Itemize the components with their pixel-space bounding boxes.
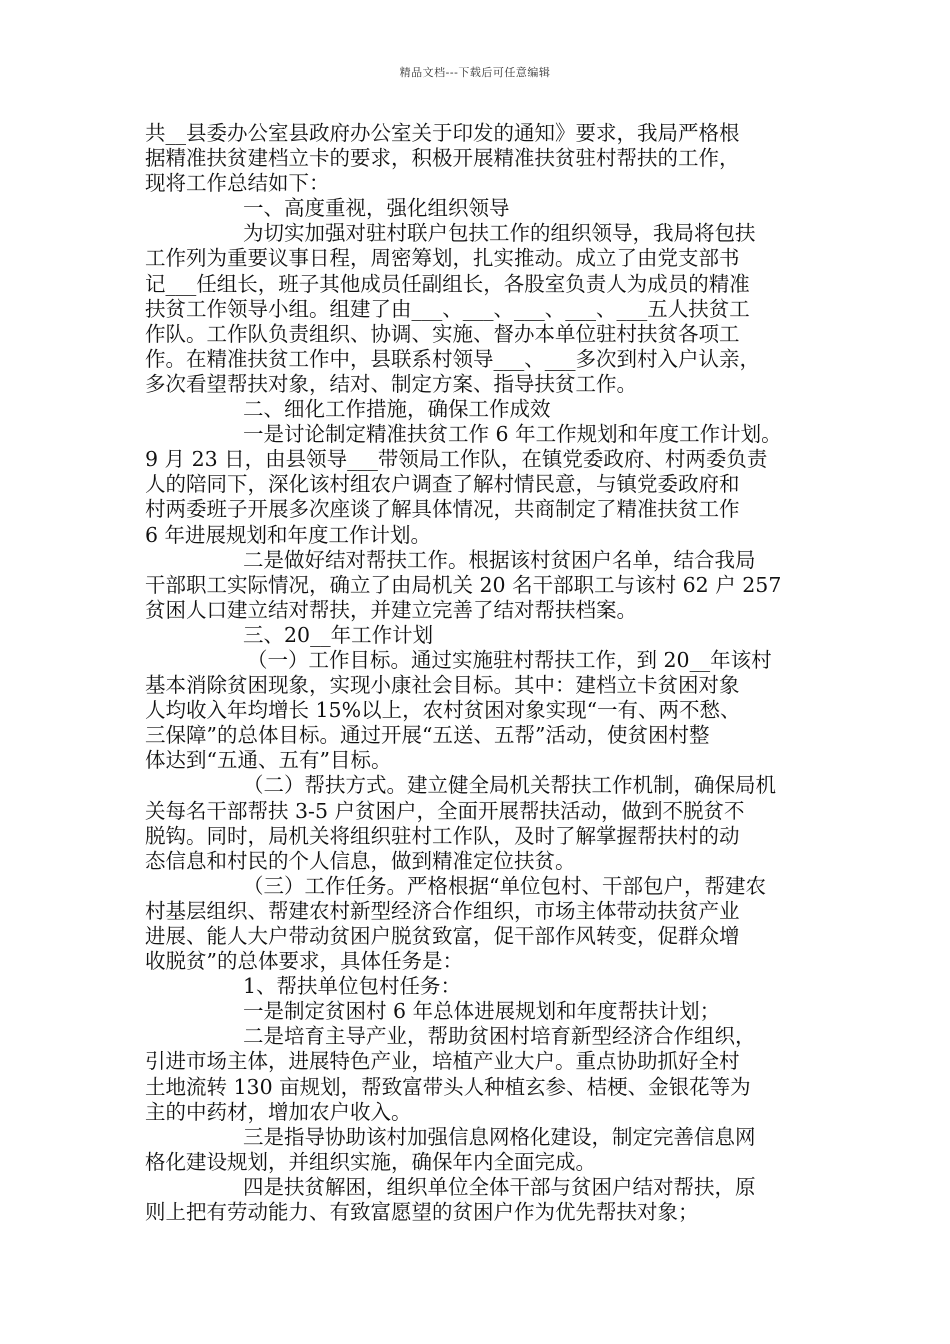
text-line: 基本消除贫困现象，实现小康社会目标。其中：建档立卡贫困对象 [145, 673, 740, 698]
text-line: （三）工作任务。严格根据“单位包村、干部包户，帮建农 [243, 873, 766, 898]
text-line: （一）工作目标。通过实施驻村帮扶工作，到 20__年该村 [247, 647, 772, 672]
text-line: 6 年进展规划和年度工作计划。 [145, 522, 432, 547]
text-line: 主的中药材，增加农户收入。 [145, 1099, 412, 1124]
text-line: 9 月 23 日，由县领导___带领局工作队，在镇党委政府、村两委负责 [145, 447, 768, 472]
text-line: 共__县委办公室县政府办公室关于印发的通知》要求，我局严格根 [145, 121, 740, 145]
text-line: 贫困人口建立结对帮扶，并建立完善了结对帮扶档案。 [145, 597, 637, 622]
text-line: 村两委班子开展多次座谈了解具体情况，共商制定了精准扶贫工作 [145, 497, 740, 522]
text-line: 关每名干部帮扶 3-5 户贫困户，全面开展帮扶活动，做到不脱贫不 [145, 798, 745, 823]
text-line: 二是培育主导产业，帮助贫困村培育新型经济合作组织， [243, 1024, 756, 1049]
section-heading: 二、细化工作措施，确保工作成效 [243, 397, 551, 422]
text-line: 则上把有劳动能力、有致富愿望的贫困户作为优先帮扶对象； [145, 1200, 699, 1225]
text-line: 人均收入年均增长 15%以上，农村贫困对象实现“一有、两不愁、 [145, 698, 741, 723]
text-line: 村基层组织、帮建农村新型经济合作组织，市场主体带动扶贫产业 [145, 898, 740, 923]
text-line: 工作列为重要议事日程，周密筹划，扎实推动。成立了由党支部书 [145, 246, 740, 271]
text-line: （二）帮扶方式。建立健全局机关帮扶工作机制，确保局机 [243, 773, 776, 798]
text-line: 格化建设规划，并组织实施，确保年内全面完成。 [145, 1149, 596, 1174]
page-header: 精品文档---下载后可任意编辑 [399, 66, 551, 79]
text-line: 记___任组长，班子其他成员任副组长，各股室负责人为成员的精准 [145, 271, 750, 296]
text-line: 为切实加强对驻村联户包扶工作的组织领导，我局将包扶 [243, 221, 756, 246]
text-line: 现将工作总结如下： [145, 171, 330, 196]
text-line: 据精准扶贫建档立卡的要求，积极开展精准扶贫驻村帮扶的工作， [145, 146, 740, 171]
text-line: 多次看望帮扶对象，结对、制定方案、指导扶贫工作。 [145, 371, 637, 396]
text-line: 1、帮扶单位包村任务： [243, 974, 462, 999]
text-line: 引进市场主体，进展特色产业，培植产业大户。重点协助抓好全村 [145, 1049, 740, 1074]
text-line: 一是制定贫困村 6 年总体进展规划和年度帮扶计划； [243, 999, 721, 1024]
text-line: 三保障”的总体目标。通过开展“五送、五帮”活动，使贫困村整 [145, 723, 710, 748]
text-line: 脱钩。同时，局机关将组织驻村工作队，及时了解掌握帮扶村的动 [145, 823, 740, 848]
text-line: 收脱贫”的总体要求，具体任务是： [145, 949, 463, 974]
text-line: 三是指导协助该村加强信息网格化建设，制定完善信息网 [243, 1124, 756, 1149]
text-line: 作队。工作队负责组织、协调、实施、督办本单位驻村扶贫各项工 [145, 321, 740, 346]
section-heading: 一、高度重视，强化组织领导 [243, 196, 510, 221]
text-line: 土地流转 130 亩规划，帮致富带头人种植玄参、桔梗、金银花等为 [145, 1074, 751, 1099]
text-line: 进展、能人大户带动贫困户脱贫致富，促干部作风转变，促群众增 [145, 924, 740, 948]
text-line: 作。在精准扶贫工作中，县联系村领导___、___多次到村入户认亲， [145, 346, 760, 371]
text-line: 干部职工实际情况，确立了由局机关 20 名干部职工与该村 62 户 257 [145, 572, 782, 597]
document-body [145, 121, 835, 1225]
text-line: 二是做好结对帮扶工作。根据该村贫困户名单，结合我局 [243, 547, 756, 572]
text-line: 态信息和村民的个人信息，做到精准定位扶贫。 [145, 848, 576, 873]
text-line: 一是讨论制定精准扶贫工作 6 年工作规划和年度工作计划。 [243, 422, 782, 447]
text-line: 四是扶贫解困，组织单位全体干部与贫困户结对帮扶，原 [243, 1174, 756, 1199]
text-line: 扶贫工作领导小组。组建了由___、___、___、___、___五人扶贫工 [145, 296, 750, 321]
section-heading: 三、20__年工作计划 [243, 622, 434, 647]
text-line: 人的陪同下，深化该村组农户调查了解村情民意，与镇党委政府和 [145, 472, 740, 497]
text-line: 体达到“五通、五有”目标。 [145, 748, 392, 773]
